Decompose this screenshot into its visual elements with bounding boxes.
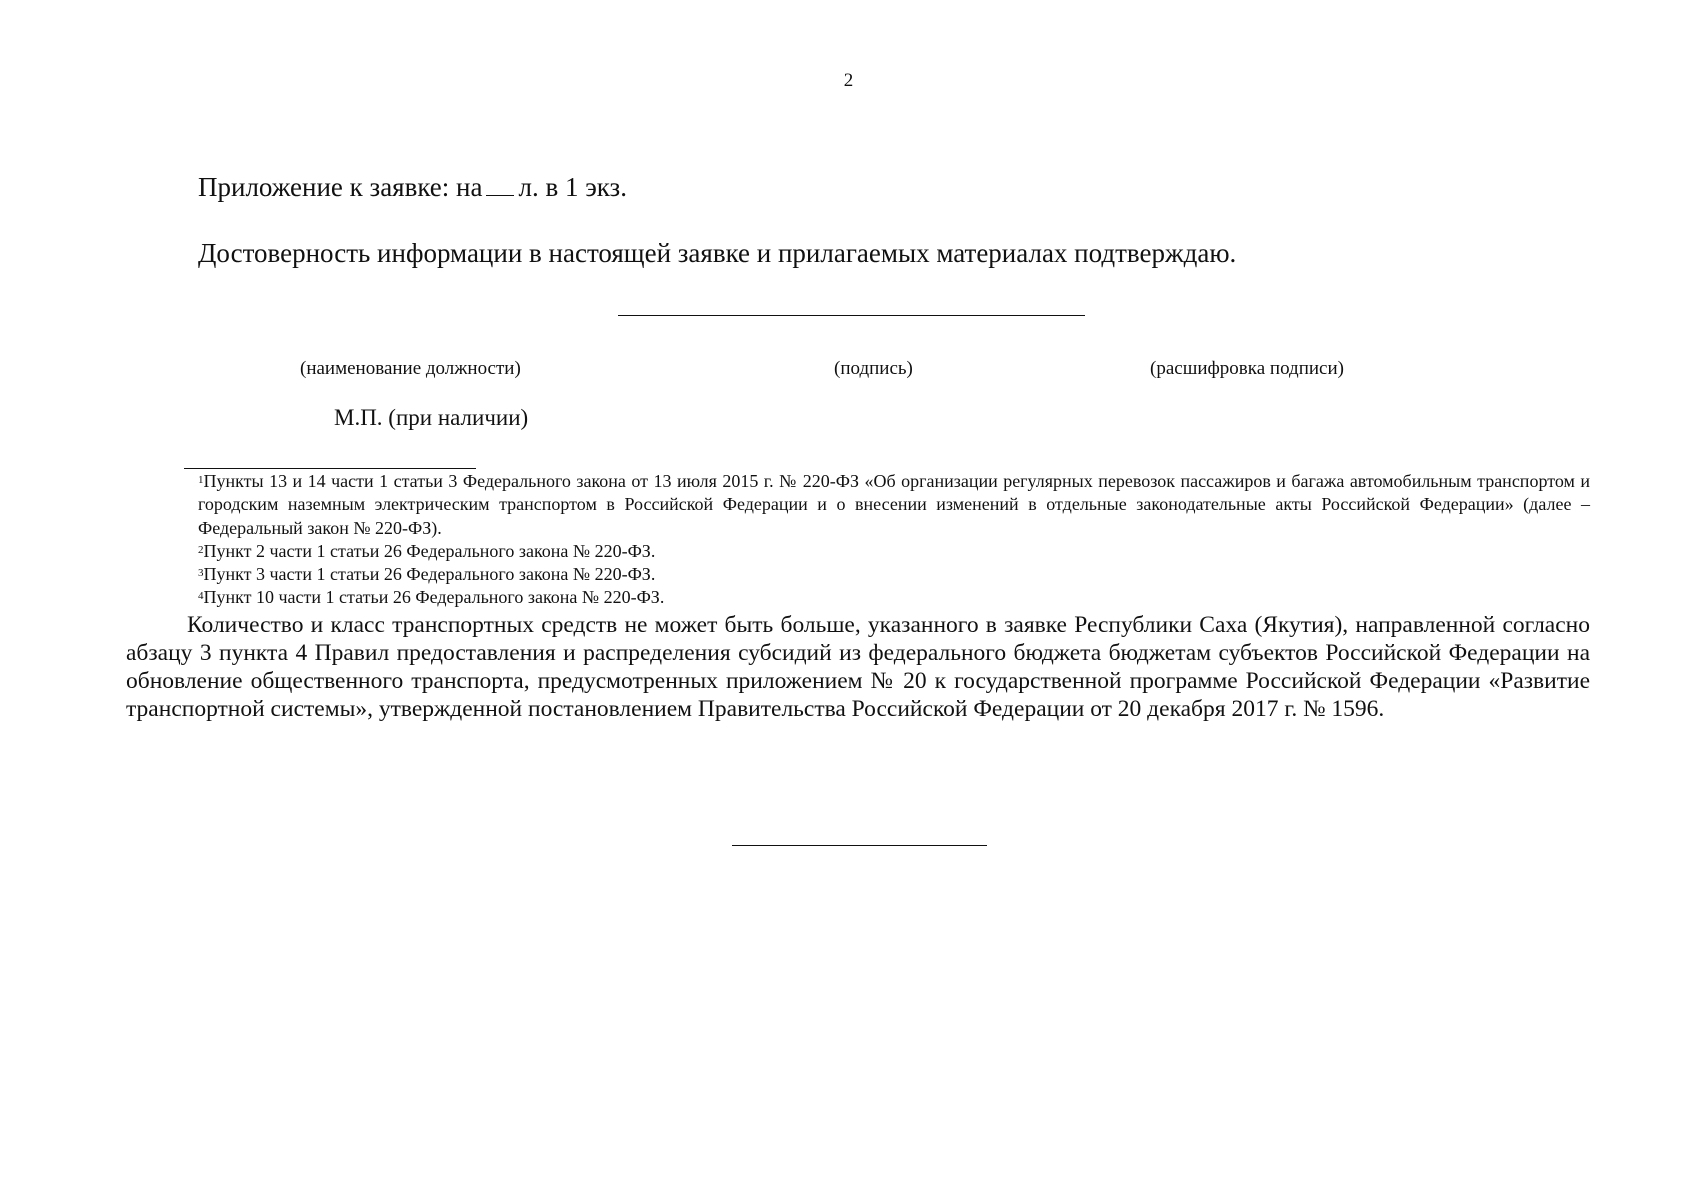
footnote-mark: 1 — [198, 474, 204, 486]
footnote-text: Пункты 13 и 14 части 1 статьи 3 Федерального закона от 13 июля 2015 г. № 220-ФЗ «Об организации регулярных перевозок пассажиров и багажа автомобильным транспортом и городским наземным электрическим транспортом в Российской Федерации и о внесении изменений в отдельные законодательные акты Российской Федерации» (далее – Федеральный закон № 220-ФЗ). — [198, 471, 1590, 538]
footnote — [198, 586, 1590, 609]
signature-decoding-caption: (расшифровка подписи) — [1150, 358, 1344, 379]
footnote — [198, 540, 1590, 563]
end-of-document-line — [732, 845, 987, 846]
footnote-text: Пункт 3 части 1 статьи 26 Федерального закона № 220-ФЗ. — [203, 564, 656, 585]
footnote-mark: 3 — [198, 567, 204, 580]
attachment-line — [198, 172, 627, 203]
stamp-placeholder: М.П. (при наличии) — [334, 405, 529, 430]
sheet-count-blank — [486, 173, 514, 196]
attachment-copies-text: л. в 1 экз. — [518, 172, 627, 202]
footnote — [198, 470, 1590, 540]
signature-line — [618, 315, 1085, 316]
footnote-text: Пункт 10 части 1 статьи 26 Федерального закона № 220-ФЗ. — [203, 587, 665, 608]
page-number: 2 — [843, 70, 854, 91]
footnote-separator — [184, 468, 476, 469]
footnote — [198, 563, 1590, 586]
attachment-text: Приложение к заявке: на — [198, 172, 483, 202]
footnote-mark: 2 — [198, 543, 204, 556]
footnote-mark: 4 — [198, 590, 204, 603]
confirmation-statement: Достоверность информации в настоящей заявке и прилагаемых материалах подтверждаю. — [198, 238, 1237, 268]
footnote-text: Пункт 2 части 1 статьи 26 Федерального закона № 220-ФЗ. — [203, 540, 656, 561]
footnotes — [198, 470, 1590, 610]
main-paragraph: Количество и класс транспортных средств не может быть больше, указанного в заявке Республики Саха (Якутия), направленной согласно абзацу 3 пункта 4 Правил предоставления и распределения субсидий из федерального бюджета бюджетам субъектов Российской Федерации на обновление общественного транспорта, предусмотренных приложением № 20 к государственной программе Российской Федерации «Развитие транспортной системы», утвержденной постановлением Правительства Российской Федерации от 20 декабря 2017 г. № 1596. — [126, 612, 1590, 722]
position-caption: (наименование должности) — [300, 358, 521, 379]
signature-caption: (подпись) — [834, 358, 913, 379]
